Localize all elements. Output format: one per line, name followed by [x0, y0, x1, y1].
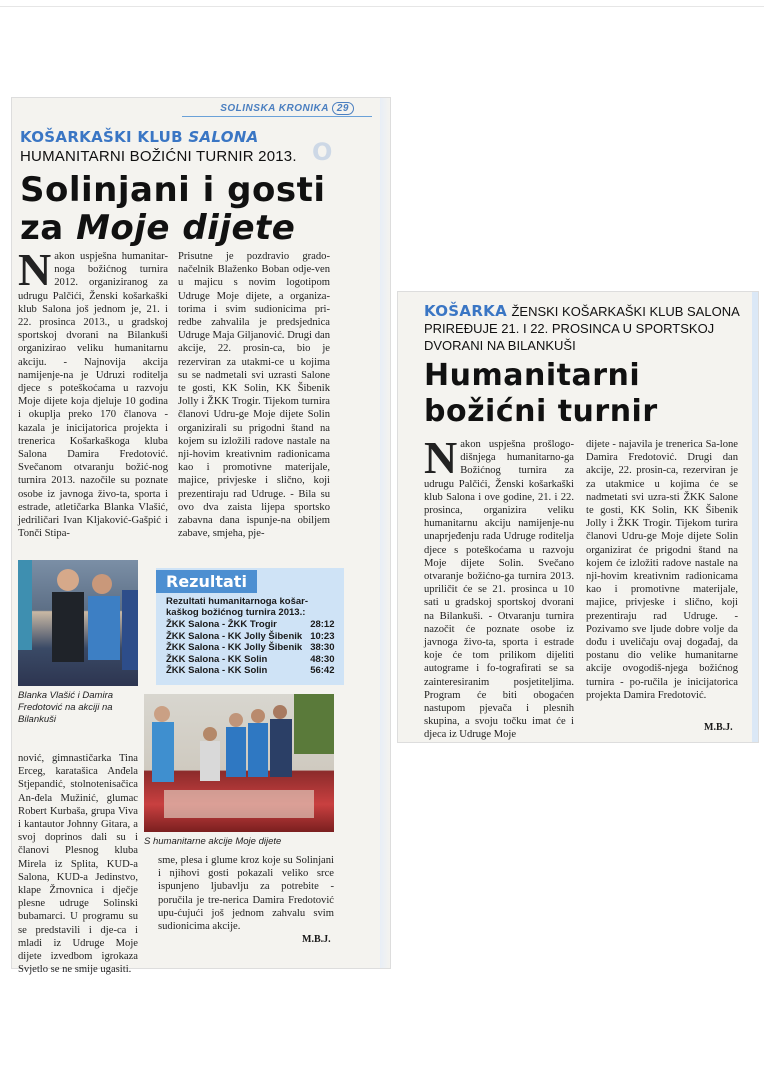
article-subhead: HUMANITARNI BOŽIĆNI TURNIR 2013. — [20, 148, 297, 165]
article-2-heading — [424, 302, 744, 354]
column-1-text: akon uspješna humanitar-noga božićnog turnira 2012. organiziranog za udrugu Palčići, Ženski košarkaški klub Salona još jednom je, 21. i 22. prosinca 2013., u gradskoj sportskoj dvorani na Bilankuši organizirao veliku humanitarnu akciju. - Najnovija akcija namijenje-na je Udruzi roditelja djece s poteškoćama u razvoju Moje dijete koja djeluje 10 godina i okuplja preko 170 članova - kazala je inicijatorica projekta i trenerica Košarkaškoga kluba Salona Damira Fredotović. Svečanom otvaranju božić-nog turnira 2013. nazočile su poznate osobe iz javnoga živo-ta, sporta i estrade, atletičarka Blanka Vlašić, jedriličari Ivan Kljaković-Gašpić i Tonči Stipa- — [18, 251, 168, 540]
column-2-text: Prisutne je pozdravio grado-načelnik Blaženko Boban odje-ven u majicu s novim logotipom Udruge Moje dijete, a organiza-torima i svim sudionicima pri-redbe zahvalila je predsjednica Udruge Maja Giljanović. Drugi dan akcije, 22. prosin-ca, bio je rezerviran za utakmi-ce u kojima su se nadmetali svi uzrasti Salone te gosti, KK Solin, KK Šibenik Jolly i ŽKK Trogir. Tijekom turnira članovi Udru-ge Moje dijete Solin organizirali su prigodni štand na kojem su izložili radove nastale na nji-hovim kreativnim radionicama kao i promotivne materijale, majice, privjeske i slično, koji prezentiraju rad Udruge. - Bila su ovo dva zaista lijepa sportsko zabavna dana ispunje-na obiljem zabave, smjeha, pje- — [178, 251, 330, 540]
photo-2-caption: S humanitarne akcije Moje dijete — [144, 836, 282, 847]
article-2-column-1 — [424, 432, 574, 741]
results-score: 48:30 — [310, 653, 335, 665]
background-ghost-letter: O — [312, 138, 333, 166]
photo-1-caption: Blanka Vlašić i Damira Fredotović na akciji na Bilankuši — [18, 690, 114, 725]
section-header — [182, 104, 372, 117]
article-2-category: KOŠARKA — [424, 302, 507, 320]
category-label: KOŠARKAŠKI KLUB — [20, 128, 183, 146]
results-box — [156, 568, 344, 685]
results-row — [166, 665, 335, 677]
article-column-1-continued — [18, 752, 138, 976]
column-2b-text: sme, plesa i glume kroz koje su Solinjani i njihovi gosti pokazali veliko srce ispunjeno ljubavlju za potrebite - poručila je tre-nerica Damira Fredotović upu-ćujući još jednom zahvalu svim sudionicima akcije. — [158, 855, 334, 933]
title-2-line-1: Humanitarni — [424, 358, 641, 393]
results-match: ŽKK Salona - KK Solin — [166, 665, 268, 676]
article-2-signature: M.B.J. — [704, 722, 733, 733]
newspaper-clipping-salona-tournament — [12, 98, 390, 976]
title-word-za: za — [20, 208, 64, 248]
photo-people-illustration — [18, 560, 138, 686]
results-score: 28:12 — [310, 619, 335, 630]
clipping-edge — [752, 292, 758, 742]
title-line-2 — [20, 209, 360, 247]
results-match: ŽKK Salona - KK Jolly Šibenik — [166, 630, 303, 642]
results-match: ŽKK Salona - ŽKK Trogir — [166, 619, 277, 630]
article-2-title — [424, 358, 658, 430]
results-row — [166, 631, 335, 643]
results-row — [166, 642, 335, 654]
results-score: 38:30 — [310, 642, 335, 653]
results-table — [166, 619, 335, 677]
article-title — [20, 171, 360, 247]
column-1b-text: nović, gimnastičarka Tina Erceg, karatašica Anđela Stjepandić, stolnotenisačica An-đela Mužinić, glumac Robert Kurbaša, grupa Viva i kantautor Johnny Gitara, a svoj doprinos dali su i članovi Plesnog kluba Mirela iz Splita, KUD-a Salona, KUD-a Jedinstvo, klape Žrnovnica i dječje plesne udruge Solinski bubamarci. U programu su se predstavili i dje-ca i mladi iz Udruge Moje dijete izvedbom igrokaza Svjetlo se ne smije ugasiti. — [18, 753, 138, 976]
author-signature: M.B.J. — [302, 934, 331, 945]
photo-blanka-vlasic-damira-fredotovic — [18, 560, 138, 686]
category-club: SALONA — [188, 128, 259, 146]
column-2-2-text: dijete - najavila je trenerica Sa-lone Damira Fredotović. Drugi dan akcije, 22. prosin-ca, rezerviran je za utakmice u kojima će se nadmetati svi uzra-sti ŽKK Salone te gosti, KK Solin, KK Šibenik Jolly i ŽKK Trogir. Tijekom turira članovi Udru-ge Moje dijete Solin organizirat će prigodni štand na kojem će izložiti radove nastale na nji-hovim kreativnim radionicama kao i promotivne materijale, majice, privjeske i slično, koji prezentiraju rad Udruge. - Pozivamo sve ljude dobre volje da dođu i uveličaju ovaj događaj, da postanu dio velike humanitarne akcije ovogodiš-njega božićnog turnira - po-ručila je inicijatorica projekta Damira Fredotović. — [586, 439, 738, 701]
results-match: ŽKK Salona - KK Solin — [166, 653, 268, 665]
article-column-2 — [178, 250, 330, 550]
results-row — [166, 654, 335, 666]
results-row — [166, 619, 335, 631]
page-top-rule — [0, 6, 764, 7]
results-subtitle: Rezultati humanitarnoga košar-kaškog božićnog turnira 2013.: — [166, 596, 308, 618]
photo-stand-illustration — [144, 694, 334, 832]
article-column-1 — [18, 244, 168, 550]
title-emphasis: Moje dijete — [76, 208, 296, 248]
newspaper-clipping-humanitarian-tournament — [398, 292, 758, 742]
drop-cap: N — [18, 244, 52, 295]
title-2-line-2: božićni turnir — [424, 394, 658, 429]
article-2-subhead: ŽENSKI KOŠARKAŠKI KLUB SALONA PRIREĐUJE 21. I 22. PROSINCA U SPORTSKOJ DVORANI NA BILANKUŠI — [424, 304, 740, 353]
clipping-fold-edge — [380, 98, 390, 968]
section-header-label: SOLINSKA KRONIKA — [220, 103, 329, 114]
article-heading — [20, 128, 360, 247]
results-match: ŽKK Salona - KK Jolly Šibenik — [166, 642, 303, 653]
results-score: 10:23 — [310, 630, 335, 642]
page-number: 29 — [332, 102, 354, 115]
column-2-1-text: akon uspješna prošlogo-dišnjega humanitarno-ga Božićnog turnira za udrugu Palčići, Ženski košarkaški klub Salona i ove godine, 21. i 22. prosinca, organizira veliku humanitarnu akciju namijenje-nu unaprjeđenju rada Udruge roditelja djece s poteškoćama u razvoju Moje dijete Solin. Svečano otvaranje božićno-ga turnira 2013. upriličit će se 21. prosinca u 10 sati u gradskoj sportskoj dvorani na Bilankuši. - Otvaranju turnira nazočit će poznate osobe iz javnoga živo-ta, sporta i estrade koje će tom prilikom dijeliti autograme i fo-tografirati se sa zainteresiranim posjetiteljima. Program će biti obogaćen nastupom pjevača i plesnih skupina, a svoju točku imat će i djeca iz Udruge Moje — [424, 439, 574, 741]
results-score: 56:42 — [310, 665, 335, 676]
drop-cap-2: N — [424, 432, 458, 483]
title-line-1: Solinjani i gosti — [20, 170, 326, 210]
results-title: Rezultati — [156, 570, 257, 593]
photo-humanitarian-stand — [144, 694, 334, 832]
article-category — [20, 128, 360, 146]
article-2-column-2 — [586, 438, 738, 724]
